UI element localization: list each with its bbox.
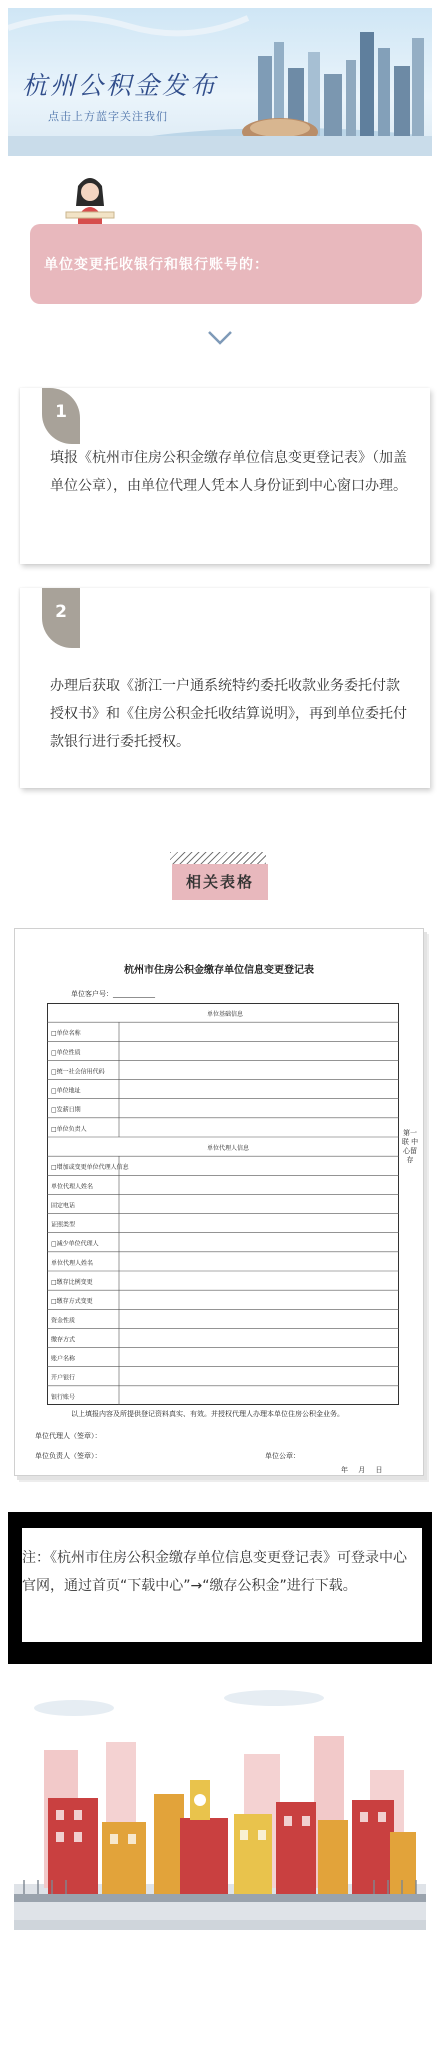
step-text: 办理后获取《浙江一户通系统特约委托收款业务委托付款授权书》和《住房公积金托收结算说明》，再到单位委托付款银行进行委托授权。	[50, 678, 407, 750]
form-row-label: □单位名称	[51, 1030, 81, 1038]
form-title: 杭州市住房公积金缴存单位信息变更登记表	[124, 965, 314, 976]
form-row-label: □减少单位代理人	[51, 1240, 99, 1248]
header-banner	[8, 8, 432, 156]
note-text: 注：《杭州市住房公积金缴存单位信息变更登记表》可登录中心官网，通过首页“下载中心”→“缴存公积金”进行下载。	[22, 1550, 407, 1594]
form-sign-head: 单位负责人（签章）：	[35, 1452, 102, 1460]
form-row-label: □增加或变更单位代理人信息	[51, 1164, 129, 1172]
form-declaration: 以上填报内容及所提供登记资料真实、有效。并授权代理人办理本单位住房公积金业务。	[71, 1410, 344, 1418]
form-table	[47, 1003, 399, 1405]
section-heading-text: 单位变更托收银行和银行账号的：	[44, 257, 269, 273]
form-row-label: □发薪日期	[51, 1106, 81, 1114]
step-badge-1	[42, 388, 80, 444]
chevron-down-icon	[207, 329, 233, 347]
form-table-lines	[47, 1003, 399, 1405]
form-row-label: 资金性质	[51, 1317, 76, 1325]
form-customer-code: 单位客户号：____________	[71, 990, 155, 998]
step-text: 填报《杭州市住房公积金缴存单位信息变更登记表》（加盖单位公章），由单位代理人凭本人身份证到中心窗口办理。	[50, 450, 407, 494]
form-row-label: □统一社会信用代码	[51, 1068, 105, 1076]
form-row-label: □单位性质	[51, 1049, 81, 1057]
form-row-label: 银行账号	[51, 1393, 76, 1401]
form-row-label: 单位代理人姓名	[51, 1259, 94, 1267]
related-forms-tag: 相关表格	[172, 864, 268, 900]
form-row-label: □缴存比例变更	[51, 1279, 93, 1287]
form-sign-agent: 单位代理人（签章）：	[35, 1432, 102, 1440]
section-heading	[30, 224, 422, 304]
city-buildings-illustration	[14, 1684, 426, 1954]
form-row-label: 单位代理人信息	[207, 1145, 250, 1153]
form-side-label: 第一联 中心留存	[401, 1129, 419, 1164]
banner-title: 杭州公积金发布	[22, 71, 219, 100]
form-seal-label: 单位公章：	[265, 1452, 300, 1460]
step-card-2	[20, 588, 430, 788]
form-row-label: □单位负责人	[51, 1125, 87, 1133]
tag-decoration	[170, 852, 266, 864]
form-row-label: 单位代理人姓名	[51, 1183, 94, 1191]
step-badge-2	[42, 588, 80, 648]
step-number: 1	[55, 402, 67, 422]
form-row-label: □单位地址	[51, 1087, 81, 1095]
step-number: 2	[55, 602, 67, 622]
form-row-label: 单位基础信息	[207, 1011, 244, 1019]
banner-subtitle[interactable]: 点击上方蓝字关注我们	[48, 110, 168, 123]
form-date: 年 月 日	[341, 1466, 383, 1474]
form-row-label: □缴存方式变更	[51, 1298, 93, 1306]
person-illustration	[60, 172, 120, 228]
form-document-image[interactable]	[14, 928, 424, 1476]
form-row-label: 开户银行	[51, 1374, 76, 1382]
form-row-label: 账户名称	[51, 1355, 76, 1363]
form-row-label: 缴存方式	[51, 1336, 76, 1344]
step-card-1	[20, 388, 430, 564]
form-row-label: 固定电话	[51, 1202, 76, 1210]
form-row-label: 证照类型	[51, 1221, 76, 1229]
